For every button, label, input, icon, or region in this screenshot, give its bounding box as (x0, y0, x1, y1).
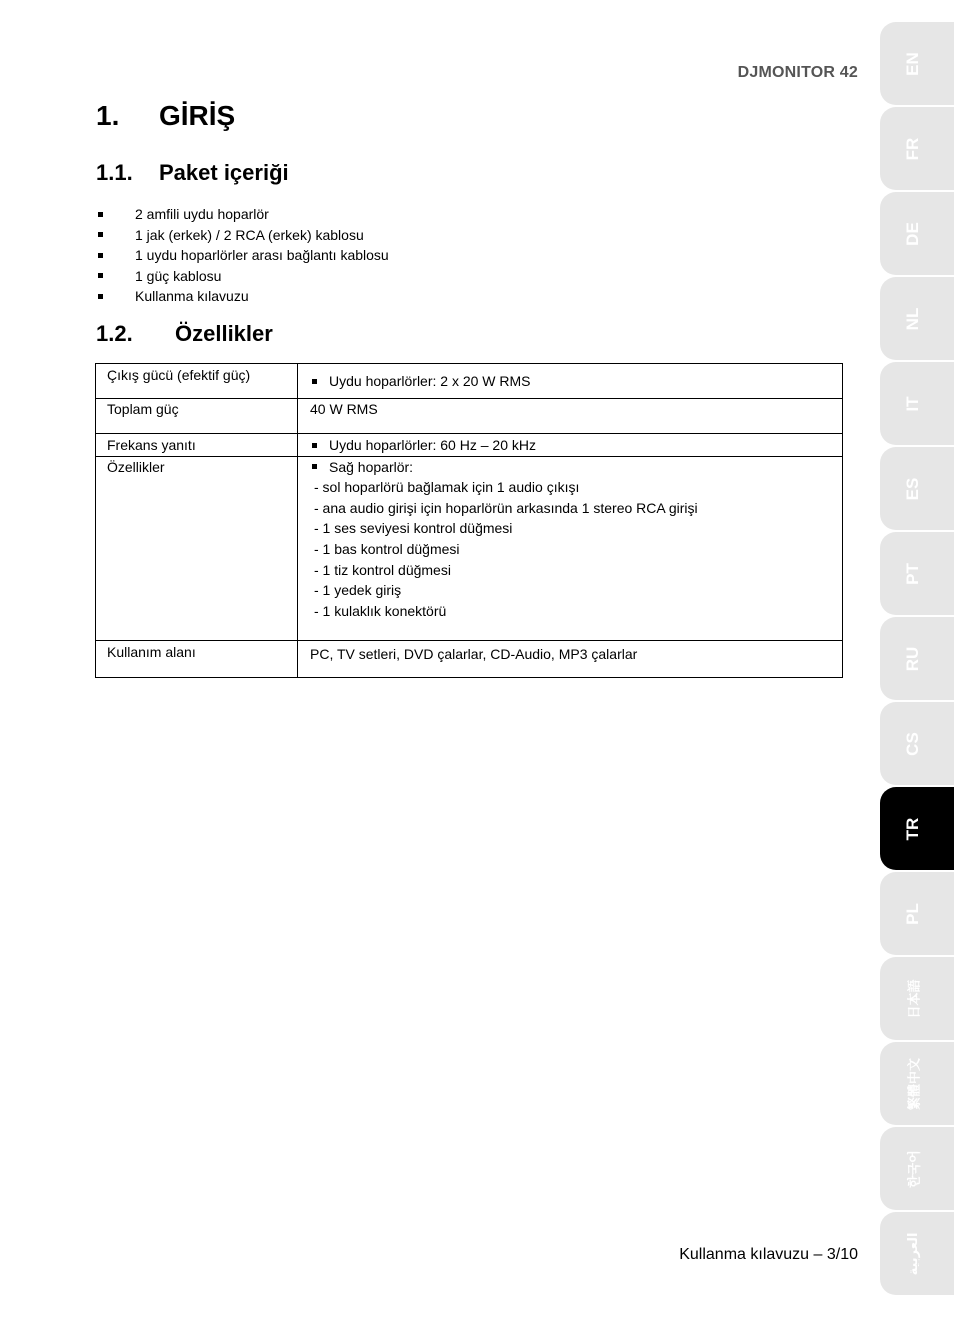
table-row (96, 640, 843, 677)
spec-value: Sağ hoparlör: - sol hoparlörü bağlamak için 1 audio çıkışı - ana audio girişi için hoparlörün arkasında 1 stereo RCA girişi - 1 ses seviyesi kontrol düğmesi - 1 bas kontrol düğmesi - 1 tiz kontrol düğmesi - 1 yedek giriş - 1 kulaklık konektörü (298, 456, 843, 640)
bullet-icon (98, 232, 103, 237)
tab-en[interactable]: EN (880, 22, 954, 105)
list-item: 1 güç kablosu (96, 266, 389, 287)
bullet-icon (98, 294, 103, 299)
bullet-icon (98, 212, 103, 217)
tab-ko[interactable]: 한국어 (880, 1127, 954, 1210)
tab-nl[interactable]: NL (880, 277, 954, 360)
product-name: DJMONITOR 42 (737, 64, 858, 81)
subsection-title: Paket içeriği (159, 160, 289, 185)
feature-line: - 1 kulaklık konektörü (314, 602, 447, 619)
page-footer: Kullanma kılavuzu – 3/10 (679, 1246, 858, 1263)
spec-value: Uydu hoparlörler: 2 x 20 W RMS (298, 364, 843, 399)
list-item: 2 amfili uydu hoparlör (96, 204, 389, 225)
subsection-title: Özellikler (175, 321, 273, 346)
feature-line: - 1 tiz kontrol düğmesi (314, 561, 451, 578)
tab-es[interactable]: ES (880, 447, 954, 530)
tab-pt[interactable]: PT (880, 532, 954, 615)
subsection-heading-features (96, 321, 273, 347)
feature-line: - ana audio girişi için hoparlörün arkasında 1 stereo RCA girişi (314, 499, 698, 516)
feature-line: - 1 bas kontrol düğmesi (314, 540, 460, 557)
table-row (96, 456, 843, 640)
tab-tr[interactable]: TR (880, 787, 954, 870)
package-contents-list (96, 204, 389, 307)
table-row (96, 434, 843, 457)
subsection-number: 1.2. (96, 321, 133, 346)
spec-key: Çıkış gücü (efektif güç) (96, 364, 298, 399)
table-row (96, 399, 843, 434)
bullet-icon (98, 253, 103, 258)
subsection-number: 1.1. (96, 160, 133, 185)
bullet-icon (312, 464, 317, 469)
spec-key: Frekans yanıtı (96, 434, 298, 457)
list-item: Kullanma kılavuzu (96, 286, 389, 307)
spec-value: Uydu hoparlörler: 60 Hz – 20 kHz (298, 434, 843, 457)
tab-ja[interactable]: 日本語 (880, 957, 954, 1040)
tab-de[interactable]: DE (880, 192, 954, 275)
list-item: 1 uydu hoparlörler arası bağlantı kablosu (96, 245, 389, 266)
feature-line: - 1 yedek giriş (314, 582, 402, 599)
tab-fr[interactable]: FR (880, 107, 954, 190)
spec-value: PC, TV setleri, DVD çalarlar, CD-Audio, MP3 çalarlar (298, 640, 843, 677)
feature-line: - sol hoparlörü bağlamak için 1 audio çıkışı (314, 479, 580, 496)
bullet-icon (98, 273, 103, 278)
tab-ru[interactable]: RU (880, 617, 954, 700)
tab-zh[interactable]: 繁體中文 (880, 1042, 954, 1125)
table-row (96, 364, 843, 399)
bullet-icon (312, 443, 317, 448)
subsection-heading-package (96, 160, 289, 186)
section-title: GİRİŞ (159, 100, 236, 131)
bullet-icon (312, 379, 317, 384)
feature-line: - 1 ses seviyesi kontrol düğmesi (314, 520, 513, 537)
section-heading (96, 100, 235, 132)
list-item: 1 jak (erkek) / 2 RCA (erkek) kablosu (96, 225, 389, 246)
spec-key: Özellikler (96, 456, 298, 640)
spec-key: Toplam güç (96, 399, 298, 434)
section-number: 1. (96, 100, 120, 131)
spec-value: 40 W RMS (298, 399, 843, 434)
tab-pl[interactable]: PL (880, 872, 954, 955)
tab-cs[interactable]: CS (880, 702, 954, 785)
tab-it[interactable]: IT (880, 362, 954, 445)
spec-key: Kullanım alanı (96, 640, 298, 677)
tab-ar[interactable]: العربية (880, 1212, 954, 1295)
specifications-table (95, 363, 843, 678)
